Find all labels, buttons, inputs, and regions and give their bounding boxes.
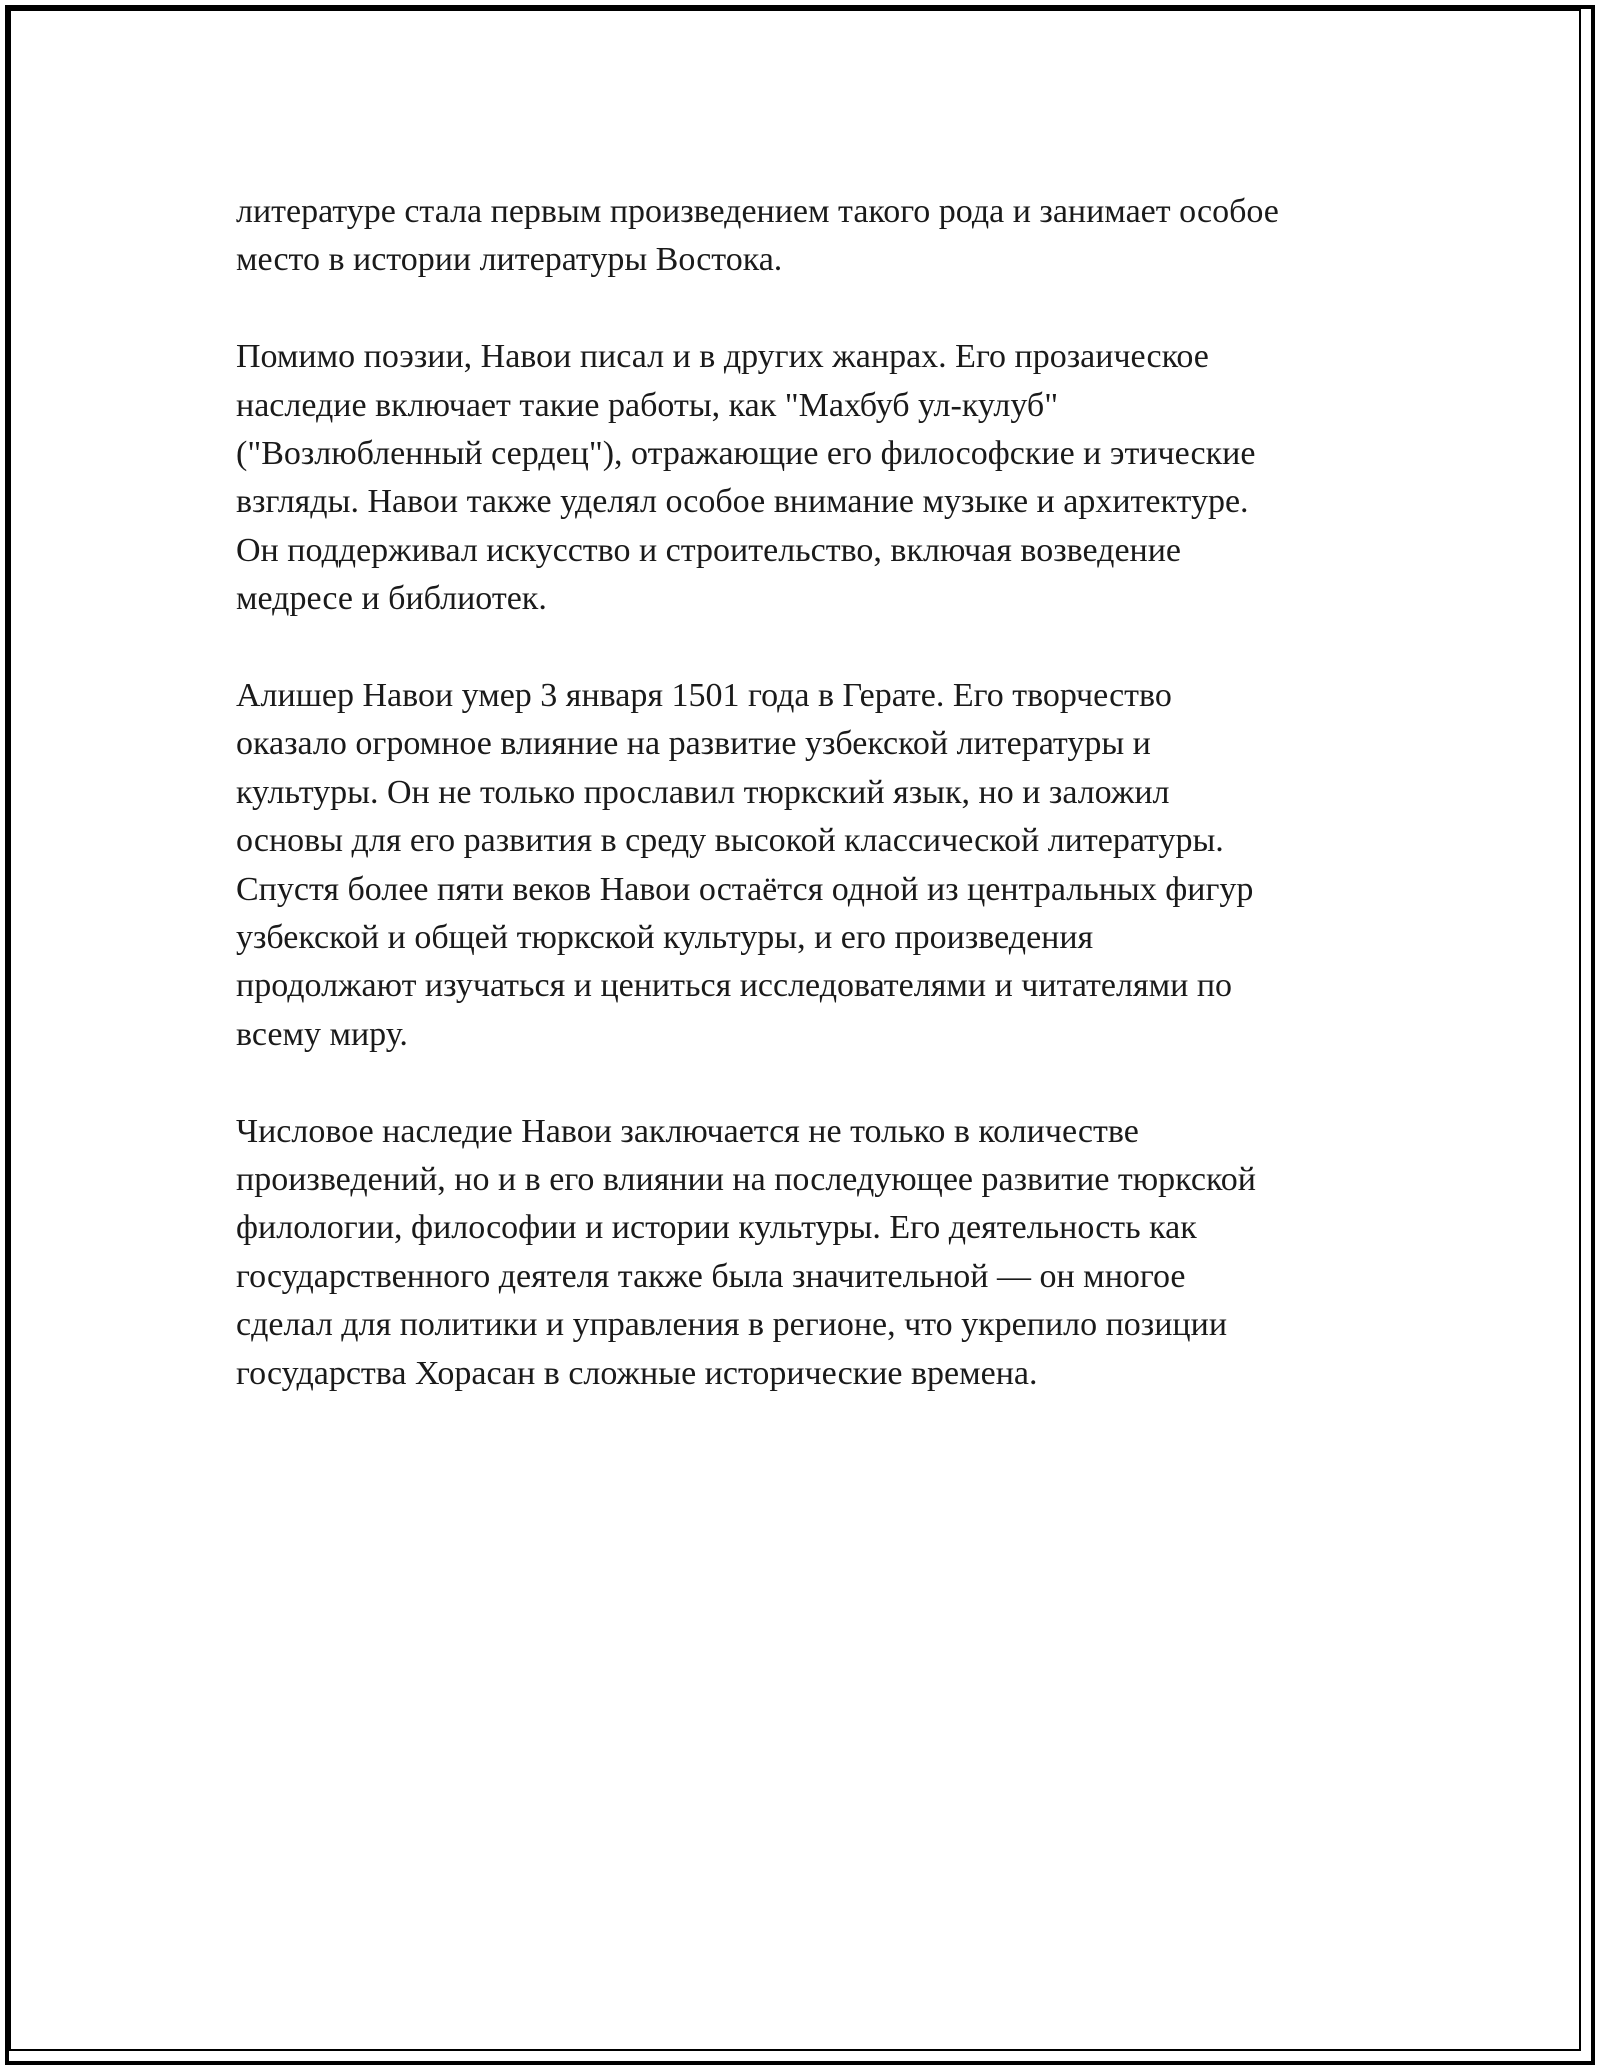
document-body (236, 188, 1406, 1398)
paragraph: литературе стала первым произведением такого рода и занимает особое место в истории литературы Востока. (236, 193, 1279, 279)
paragraph: Числовое наследие Навои заключается не только в количестве произведений, но и в его влиянии на последующее развитие тюркской филологии, философии и истории культуры. Его деятельность как государственного деятеля также была значительной — он многое сделал для политики и управления в регионе, что укрепило позиции государства Хорасан в сложные исторические времена. (236, 1112, 1256, 1392)
paragraph: Помимо поэзии, Навои писал и в других жанрах. Его прозаическое наследие включает такие работы, как "Махбуб ул-кулуб" ("Возлюбленный сердец"), отражающие его философские и этические взгляды. Навои также уделял особое внимание музыке и архитектуре. Он поддерживал искусство и строительство, включая возведение медресе и библиотек. (236, 338, 1256, 618)
paragraph: Алишер Навои умер 3 января 1501 года в Герате. Его творчество оказало огромное влияние на развитие узбекской литературы и культуры. Он не только прославил тюркский язык, но и заложил основы для его развития в среду высокой классической литературы. Спустя более пяти веков Навои остаётся одной из центральных фигур узбекской и общей тюркской культуры, и его произведения продолжают изучаться и цениться исследователями и читателями по всему миру. (236, 677, 1254, 1053)
